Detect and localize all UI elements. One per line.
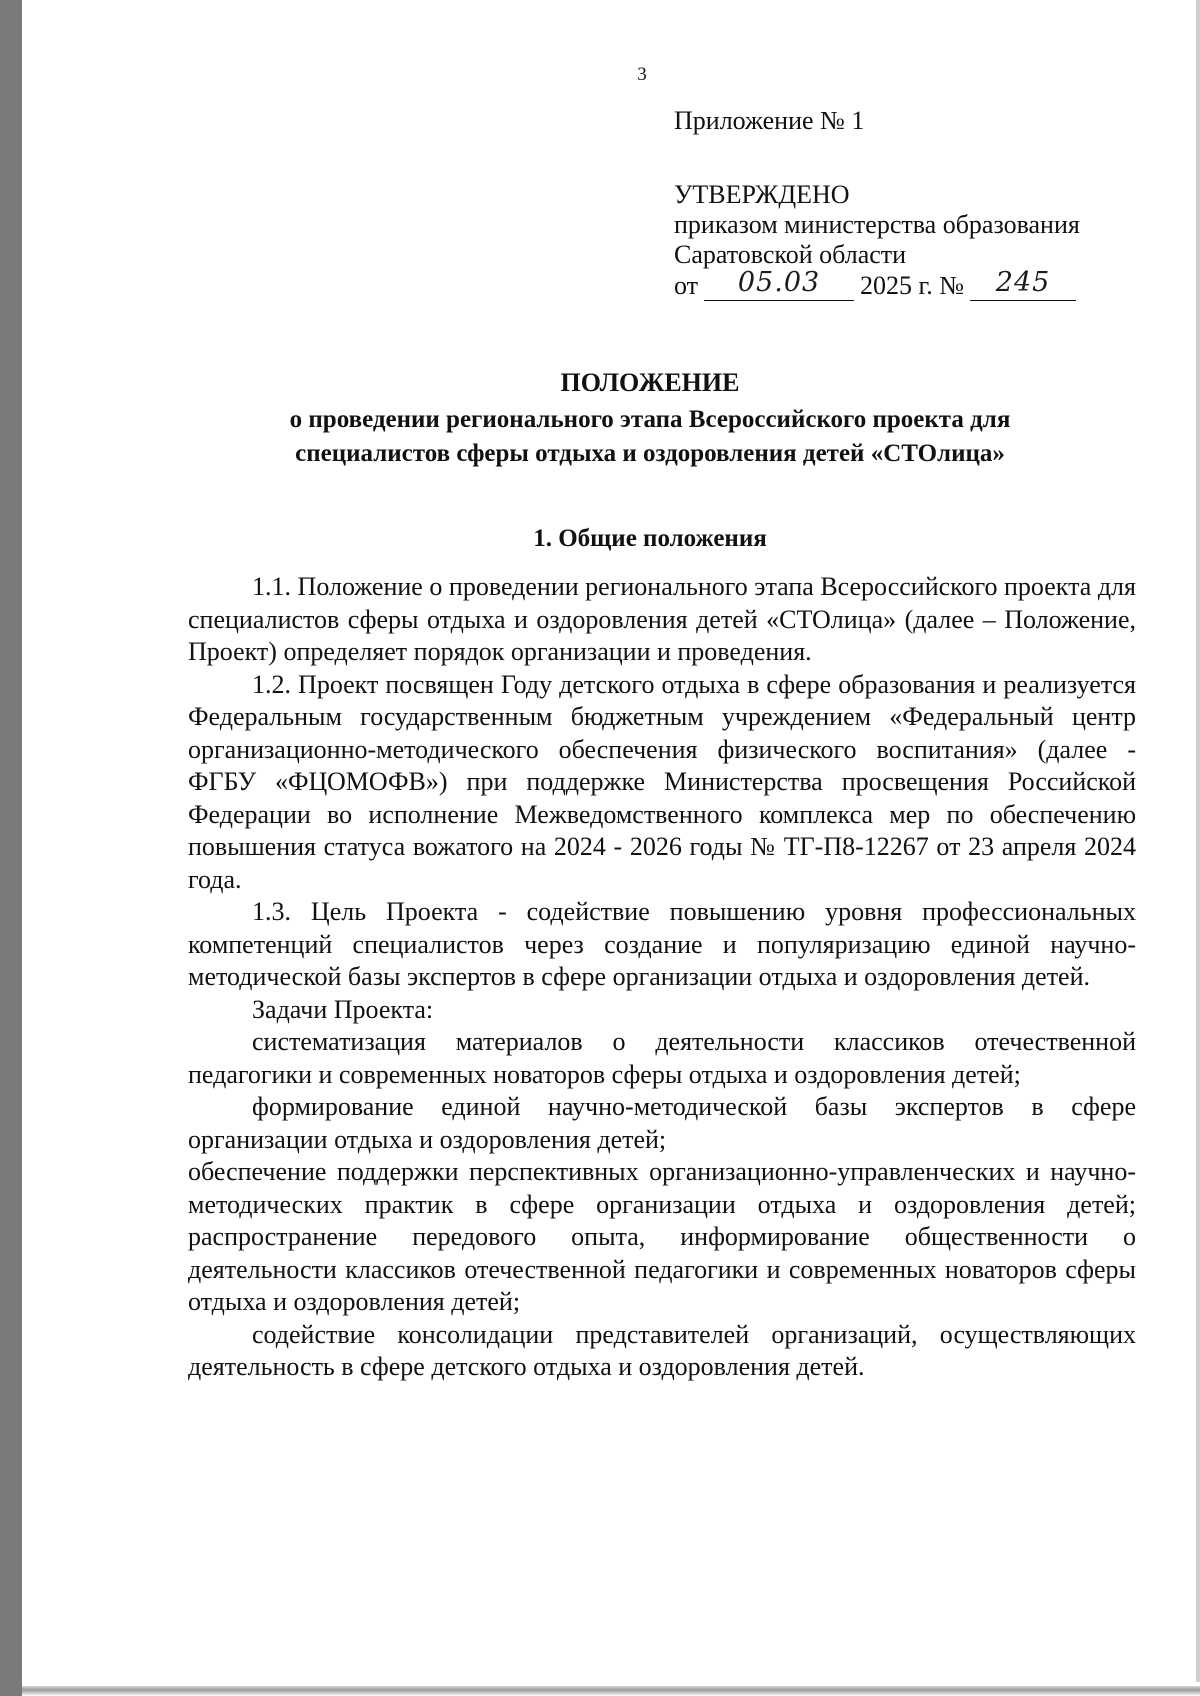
handwritten-date-field: [704, 267, 854, 301]
title-main: ПОЛОЖЕНИЕ: [560, 368, 740, 397]
section-heading: 1. Общие положения: [533, 525, 767, 552]
title-line-2: о проведении регионального этапа Всероссийского проекта для: [289, 406, 1011, 433]
page-number: 3: [637, 64, 647, 85]
document-title: [190, 366, 1110, 471]
handwritten-order-number: 245: [995, 267, 1051, 298]
title-line-3: специалистов сферы отдыха и оздоровления детей «СТОлица»: [295, 440, 1005, 467]
scan-border-right: [1196, 0, 1200, 1696]
order-date-line: [674, 267, 1082, 301]
tasks-heading: Задачи Проекта:: [252, 994, 434, 1024]
paragraph-1-1: 1.1. Положение о проведении регионального этапа Всероссийского проекта для специалистов сферы отдыха и оздоровления детей «СТОлица» (далее – Положение, Проект) определяет порядок организации и проведения.: [188, 572, 1136, 666]
section-body: [188, 571, 1136, 1384]
task-item-1: систематизация материалов о деятельности классиков отечественной педагогики и современных новаторов сферы отдыха и оздоровления детей;: [188, 1027, 1136, 1089]
date-prefix: от: [674, 271, 699, 300]
approved-label: УТВЕРЖДЕНО: [674, 180, 850, 209]
task-item-4: содействие консолидации представителей организаций, осуществляющих деятельность в сфере детского отдыха и оздоровления детей.: [188, 1319, 1136, 1381]
scan-border-left: [0, 0, 22, 1696]
task-item-3: обеспечение поддержки перспективных организационно-управленческих и научно-методических практик в сфере организации отдыха и оздоровления детей; распространение передового опыта, информирование общественности о деятельности классиков отечественной педагогики и современных новаторов сферы отдыха и оздоровления детей;: [188, 1157, 1136, 1316]
scan-border-bottom: [22, 1682, 1200, 1696]
approval-block: [674, 106, 1082, 301]
appendix-label: Приложение № 1: [674, 106, 865, 135]
paragraph-1-2: 1.2. Проект посвящен Году детского отдыха в сфере образования и реализуется Федеральным государственным бюджетным учреждением «Федеральный центр организационно-методического обеспечения физического воспитания» (далее - ФГБУ «ФЦОМОФВ») при поддержке Министерства просвещения Российской Федерации во исполнение Межведомственного комплекса мер по обеспечению повышения статуса вожатого на 2024 - 2026 годы № ТГ-П8-12267 от 23 апреля 2024 года.: [188, 669, 1136, 894]
handwritten-number-field: [970, 267, 1076, 301]
handwritten-date: 05.03: [737, 267, 821, 298]
approval-order-line1: приказом министерства образования: [674, 210, 1080, 239]
task-item-2: формирование единой научно-методической базы экспертов в сфере организации отдыха и оздоровления детей;: [188, 1092, 1136, 1154]
paragraph-1-3: 1.3. Цель Проекта - содействие повышению уровня профессиональных компетенций специалистов через создание и популяризацию единой научно-методической базы экспертов в сфере организации отдыха и оздоровления детей.: [188, 897, 1136, 991]
year-number-label: 2025 г. №: [860, 271, 965, 300]
approval-order-line2: Саратовской области: [674, 240, 907, 269]
